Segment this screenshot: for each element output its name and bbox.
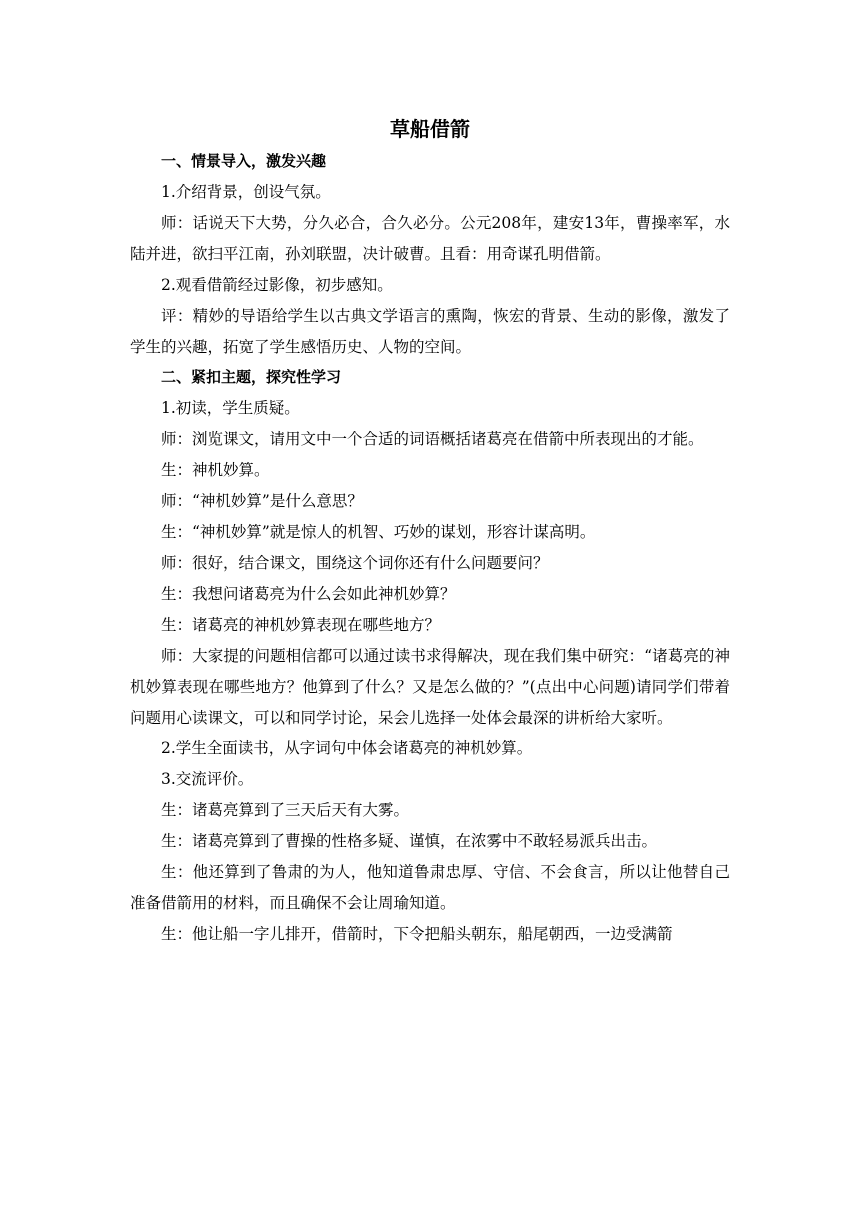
paragraph: 2.学生全面读书，从字词句中体会诸葛亮的神机妙算。 (161, 739, 533, 758)
paragraph: 生：诸葛亮算到了曹操的性格多疑、谨慎，在浓雾中不敢轻易派兵出击。 (161, 832, 658, 851)
paragraph: 生：他让船一字儿排开，借箭时，下令把船头朝东，船尾朝西，一边受满箭 (161, 924, 673, 943)
paragraph: 1.初读，学生质疑。 (161, 399, 300, 418)
document-body (130, 114, 730, 950)
paragraph: 生：我想问诸葛亮为什么会如此神机妙算？ (161, 584, 456, 603)
paragraph: 3.交流评价。 (161, 770, 254, 789)
paragraph: 2.观看借箭经过影像，初步感知。 (161, 275, 393, 294)
paragraph: 师：大家提的问题相信都可以通过读书求得解决，现在我们集中研究：“诸葛亮的神机妙算表现在哪些地方？他算到了什么？又是怎么做的？”(点出中心问题)请同学们带着问题用心读课文，可以和同学讨论，呆会儿选择一处体会最深的讲析给大家听。 (130, 646, 730, 727)
paragraph: 师：“神机妙算”是什么意思？ (161, 492, 363, 511)
paragraph: 评：精妙的导语给学生以古典文学语言的熏陶，恢宏的背景、生动的影像，激发了学生的兴趣，拓宽了学生感悟历史、人物的空间。 (130, 306, 730, 356)
paragraph: 生：神机妙算。 (161, 461, 270, 480)
paragraph: 师：浏览课文，请用文中一个合适的词语概括诸葛亮在借箭中所表现出的才能。 (161, 430, 704, 449)
paragraph: 师：话说天下大势，分久必合，合久必分。公元208年，建安13年，曹操率军，水陆并进，欲扫平江南，孙刘联盟，决计破曹。且看：用奇谋孔明借箭。 (130, 213, 730, 263)
section-heading: 一、情景导入，激发兴趣 (161, 152, 327, 170)
paragraph: 生：诸葛亮算到了三天后天有大雾。 (161, 801, 410, 820)
paragraph: 1.介绍背景，创设气氛。 (161, 183, 331, 201)
paragraph: 生：他还算到了鲁肃的为人，他知道鲁肃忠厚、守信、不会食言，所以让他替自己准备借箭用的材料，而且确保不会让周瑜知道。 (130, 863, 730, 912)
paragraph: 师：很好，结合课文，围绕这个词你还有什么问题要问？ (161, 553, 549, 572)
document-title: 草船借箭 (390, 117, 470, 141)
paragraph: 生：“神机妙算”就是惊人的机智、巧妙的谋划，形容计谋高明。 (161, 523, 596, 542)
paragraph: 生：诸葛亮的神机妙算表现在哪些地方？ (161, 615, 441, 634)
section-heading: 二、紧扣主题，探究性学习 (161, 368, 342, 387)
